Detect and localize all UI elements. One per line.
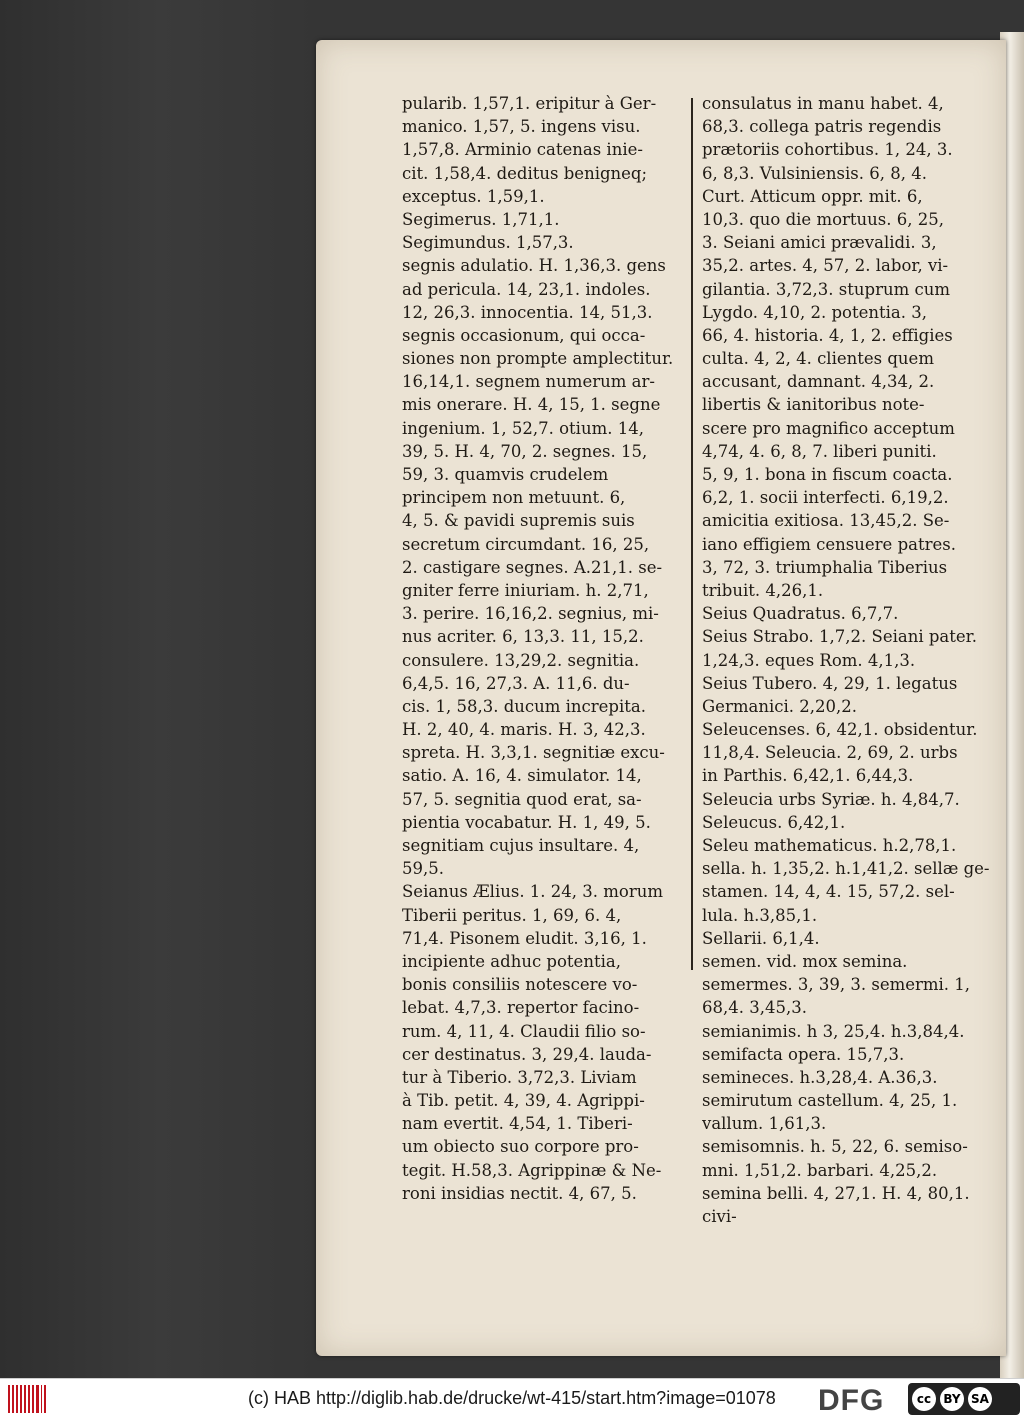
index-line: 59,5. [402, 859, 444, 879]
index-line: 35,2. artes. 4, 57, 2. labor, vi- [702, 256, 949, 276]
index-line: semifacta opera. 15,7,3. [702, 1044, 905, 1064]
index-line: consulere. 13,29,2. segnitia. [402, 650, 640, 670]
index-line: cit. 1,58,4. deditus benigneq; [402, 163, 648, 183]
index-line: semianimis. h 3, 25,4. h.3,84,4. [702, 1021, 965, 1041]
index-line: 1,24,3. eques Rom. 4,1,3. [702, 650, 916, 670]
index-line: 1,57,8. Arminio catenas inie- [402, 140, 643, 160]
index-column-left [402, 92, 686, 1205]
index-line: spreta. H. 3,3,1. segnitiæ excu- [402, 743, 665, 763]
index-line: ingenium. 1, 52,7. otium. 14, [402, 418, 644, 438]
copyright-credit[interactable]: (c) HAB http://diglib.hab.de/drucke/wt-415/start.htm?image=01078 [248, 1388, 776, 1408]
index-line: Curt. Atticum oppr. mit. 6, [702, 186, 923, 206]
index-line: nam evertit. 4,54, 1. Tiberi- [402, 1114, 633, 1134]
index-line: 68,4. 3,45,3. [702, 998, 807, 1018]
index-line: principem non metuunt. 6, [402, 488, 626, 508]
index-line: 4, 5. & pavidi supremis suis [402, 511, 635, 531]
index-line: bonis consiliis notescere vo- [402, 975, 638, 995]
index-line: semina belli. 4, 27,1. H. 4, 80,1. [702, 1183, 970, 1203]
index-line: 57, 5. segnitia quod erat, sa- [402, 789, 642, 809]
index-line: 3. perire. 16,16,2. segnius, mi- [402, 604, 659, 624]
index-line: segnis adulatio. H. 1,36,3. gens [402, 256, 666, 276]
index-line: rum. 4, 11, 4. Claudii filio so- [402, 1021, 646, 1041]
index-line: sella. h. 1,35,2. h.1,41,2. sellæ ge- [702, 859, 990, 879]
index-line: 71,4. Pisonem eludit. 3,16, 1. [402, 928, 647, 948]
index-line: culta. 4, 2, 4. clientes quem [702, 349, 934, 369]
index-line: Seianus Ælius. 1. 24, 3. morum [402, 882, 664, 902]
index-line: Tiberii peritus. 1, 69, 6. 4, [402, 905, 622, 925]
index-line: 68,3. collega patris regendis [702, 117, 942, 137]
index-line: 11,8,4. Seleucia. 2, 69, 2. urbs [702, 743, 958, 763]
index-line: gilantia. 3,72,3. stuprum cum [702, 279, 950, 299]
index-line: 6,4,5. 16, 27,3. A. 11,6. du- [402, 673, 630, 693]
index-line: 4,74, 4. 6, 8, 7. liberi puniti. [702, 441, 937, 461]
index-line: Germanici. 2,20,2. [702, 696, 857, 716]
index-line: pientia vocabatur. H. 1, 49, 5. [402, 812, 651, 832]
index-line: ad pericula. 14, 23,1. indoles. [402, 279, 651, 299]
footer-bar [0, 1378, 1024, 1419]
index-line: 5, 9, 1. bona in fiscum coacta. [702, 465, 953, 484]
index-line: iano effigiem censuere patres. [702, 534, 956, 554]
index-line: 3, 72, 3. triumphalia Tiberius [702, 557, 948, 577]
index-line: 10,3. quo die mortuus. 6, 25, [702, 209, 944, 229]
index-line: Seleucus. 6,42,1. [702, 812, 846, 832]
index-line: nus acriter. 6, 13,3. 11, 15,2. [402, 627, 644, 647]
index-line: siones non prompte amplectitur. [402, 349, 674, 369]
index-line: segnis occasionum, qui occa- [402, 325, 646, 345]
index-line: tur à Tiberio. 3,72,3. Liviam [402, 1067, 637, 1087]
index-line: lula. h.3,85,1. [702, 905, 818, 925]
index-line: civi- [702, 1207, 737, 1226]
column-divider [691, 98, 693, 970]
index-line: Sellarii. 6,1,4. [702, 928, 820, 948]
index-line: Seius Tubero. 4, 29, 1. legatus [702, 673, 958, 693]
index-line: roni insidias nectit. 4, 67, 5. [402, 1183, 637, 1203]
index-line: tribuit. 4,26,1. [702, 580, 824, 600]
index-line: exceptus. 1,59,1. [402, 186, 545, 206]
index-line: Seius Strabo. 1,7,2. Seiani pater. [702, 627, 977, 647]
index-line: 2. castigare segnes. A.21,1. se- [402, 557, 663, 577]
index-line: manico. 1,57, 5. ingens visu. [402, 117, 641, 137]
index-line: 3. Seiani amici prævalidi. 3, [702, 233, 937, 253]
index-line: gniter ferre iniuriam. h. 2,71, [402, 580, 649, 600]
index-line: incipiente adhuc potentia, [402, 951, 621, 971]
index-line: semirutum castellum. 4, 25, 1. [702, 1091, 958, 1111]
index-line: cer destinatus. 3, 29,4. lauda- [402, 1044, 652, 1064]
index-line: semermes. 3, 39, 3. semermi. 1, [702, 975, 971, 995]
index-line: in Parthis. 6,42,1. 6,44,3. [702, 766, 914, 786]
index-line: 39, 5. H. 4, 70, 2. segnes. 15, [402, 441, 648, 461]
sa-icon: SA [968, 1387, 992, 1411]
index-line: lebat. 4,7,3. repertor facino- [402, 998, 640, 1018]
index-line: 16,14,1. segnem numerum ar- [402, 372, 655, 392]
index-line: semineces. h.3,28,4. A.36,3. [702, 1067, 938, 1087]
index-line: libertis & ianitoribus note- [702, 395, 925, 415]
index-column-right [702, 92, 1002, 1228]
index-line: accusant, damnant. 4,34, 2. [702, 372, 935, 392]
index-line: H. 2, 40, 4. maris. H. 3, 42,3. [402, 720, 646, 740]
index-line: prætoriis cohortibus. 1, 24, 3. [702, 140, 953, 160]
index-line: semen. vid. mox semina. [702, 951, 908, 971]
index-line: Segimerus. 1,71,1. [402, 209, 560, 229]
index-line: 12, 26,3. innocentia. 14, 51,3. [402, 302, 653, 322]
creative-commons-badge[interactable] [908, 1383, 1020, 1415]
index-line: Seleu mathematicus. h.2,78,1. [702, 836, 957, 855]
index-line: tegit. H.58,3. Agrippinæ & Ne- [402, 1160, 662, 1180]
index-line: scere pro magnifico acceptum [702, 418, 955, 438]
index-line: 6,2, 1. socii interfecti. 6,19,2. [702, 488, 949, 508]
index-line: satio. A. 16, 4. simulator. 14, [402, 766, 642, 786]
index-line: cis. 1, 58,3. ducum increpita. [402, 696, 646, 716]
index-line: vallum. 1,61,3. [702, 1114, 827, 1134]
index-line: semisomnis. h. 5, 22, 6. semiso- [702, 1137, 968, 1157]
index-line: Segimundus. 1,57,3. [402, 233, 574, 253]
cc-icon: cc [912, 1387, 936, 1411]
index-line: consulatus in manu habet. 4, [702, 94, 944, 113]
index-line: amicitia exitiosa. 13,45,2. Se- [702, 511, 950, 531]
index-line: mis onerare. H. 4, 15, 1. segne [402, 395, 661, 415]
index-line: 6, 8,3. Vulsiniensis. 6, 8, 4. [702, 163, 927, 183]
index-line: stamen. 14, 4, 4. 15, 57,2. sel- [702, 882, 955, 902]
index-line: um obiecto suo corpore pro- [402, 1137, 639, 1157]
index-line: à Tib. petit. 4, 39, 4. Agrippi- [402, 1091, 645, 1111]
dfg-logo: DFG [818, 1384, 885, 1417]
index-line: 66, 4. historia. 4, 1, 2. effigies [702, 325, 953, 345]
index-line: Seleucia urbs Syriæ. h. 4,84,7. [702, 789, 960, 809]
index-line: Lygdo. 4,10, 2. potentia. 3, [702, 302, 927, 322]
by-icon: BY [940, 1387, 964, 1411]
hab-logo-icon [8, 1385, 46, 1413]
index-line: Seius Quadratus. 6,7,7. [702, 604, 899, 624]
index-line: mni. 1,51,2. barbari. 4,25,2. [702, 1160, 938, 1180]
index-line: secretum circumdant. 16, 25, [402, 534, 650, 554]
index-line: 59, 3. quamvis crudelem [402, 465, 609, 484]
index-line: pularib. 1,57,1. eripitur à Ger- [402, 94, 657, 113]
index-line: Seleucenses. 6, 42,1. obsidentur. [702, 720, 978, 740]
index-line: segnitiam cujus insultare. 4, [402, 836, 640, 855]
